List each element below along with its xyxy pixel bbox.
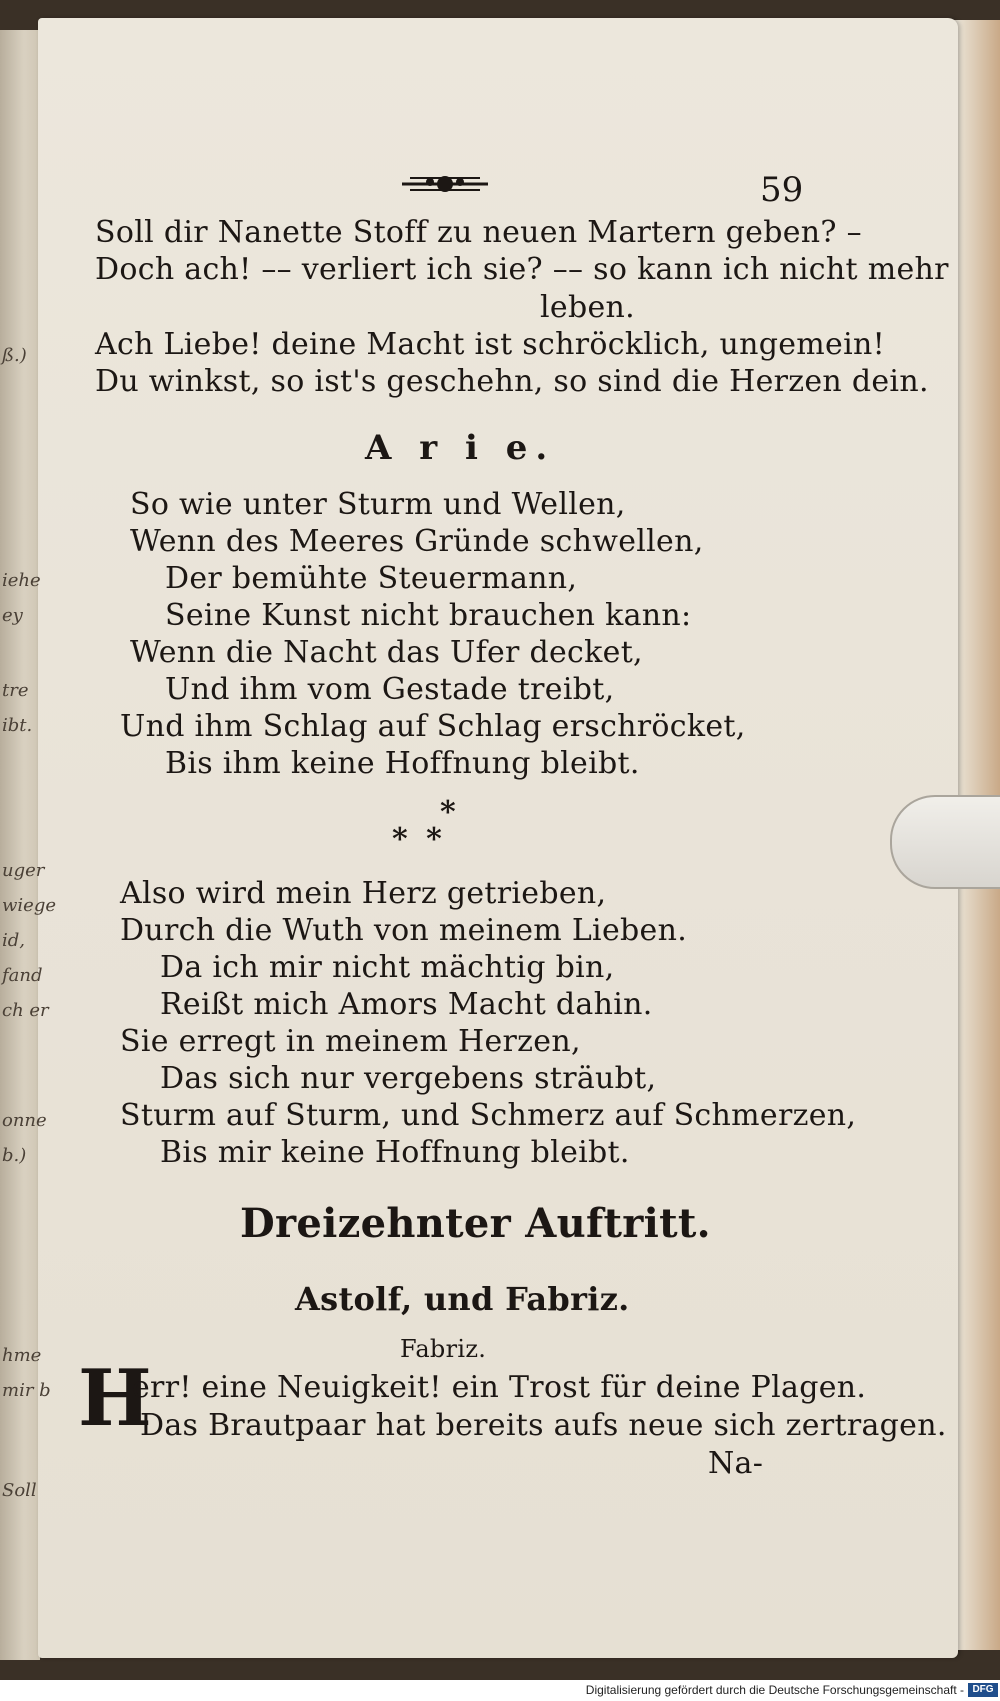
left-fragment: id, xyxy=(2,930,26,951)
aria-line: Das sich nur vergebens sträubt, xyxy=(160,1061,657,1096)
verse-line: leben. xyxy=(540,290,635,325)
digitization-footer xyxy=(0,1680,1000,1701)
left-fragment: b.) xyxy=(2,1145,27,1166)
aria-line: Da ich mir nicht mächtig bin, xyxy=(160,950,615,985)
verse-line: Du winkst, so ist's geschehn, so sind die Herzen dein. xyxy=(95,364,929,399)
aria-line: Sturm auf Sturm, und Schmerz auf Schmerzen, xyxy=(120,1098,857,1133)
aria-heading: A r i e. xyxy=(365,428,556,468)
verse-line: Doch ach! –– verliert ich sie? –– so kann ich nicht mehr xyxy=(95,252,949,287)
left-fragment: onne xyxy=(2,1110,47,1131)
speech-line: Das Brautpaar hat bereits aufs neue sich zertragen. xyxy=(140,1408,947,1443)
left-fragment: wiege xyxy=(2,895,56,916)
left-fragment: ch er xyxy=(2,1000,49,1021)
verse-line: Soll dir Nanette Stoff zu neuen Martern geben? – xyxy=(95,215,862,250)
left-fragment: mir b xyxy=(2,1380,51,1401)
left-fragment: uger xyxy=(2,860,45,881)
left-fragment: fand xyxy=(2,965,43,986)
aria-line: Und ihm Schlag auf Schlag erschröcket, xyxy=(120,709,746,744)
section-stars: * * xyxy=(392,822,446,857)
aria-line: Sie erregt in meinem Herzen, xyxy=(120,1024,581,1059)
aria-line: So wie unter Sturm und Wellen, xyxy=(130,487,626,522)
aria-line: Seine Kunst nicht brauchen kann: xyxy=(165,598,692,633)
aria-line: Reißt mich Amors Macht dahin. xyxy=(160,987,653,1022)
verse-line: Ach Liebe! deine Macht ist schröcklich, ungemein! xyxy=(95,327,885,362)
aria-line: Bis mir keine Hoffnung bleibt. xyxy=(160,1135,630,1170)
left-fragment: iehe xyxy=(2,570,41,591)
page-number: 59 xyxy=(760,170,804,210)
aria-line: Wenn des Meeres Gründe schwellen, xyxy=(130,524,704,559)
dfg-logo: DFG xyxy=(968,1683,998,1697)
scene-title: Dreizehnter Auftritt. xyxy=(240,1200,711,1247)
aria-line: Der bemühte Steuermann, xyxy=(165,561,578,596)
aria-line: Durch die Wuth von meinem Lieben. xyxy=(120,913,688,948)
printer-ornament xyxy=(400,170,490,198)
speaker-name: Fabriz. xyxy=(400,1335,487,1363)
left-fragment: tre xyxy=(2,680,29,701)
left-fragment: hme xyxy=(2,1345,42,1366)
left-fragment: ibt. xyxy=(2,715,33,736)
aria-line: Und ihm vom Gestade treibt, xyxy=(165,672,615,707)
section-star: * xyxy=(440,795,456,830)
drop-capital: H xyxy=(78,1353,152,1444)
aria-line: Bis ihm keine Hoffnung bleibt. xyxy=(165,746,640,781)
speech-line: err! eine Neuigkeit! ein Trost für deine Plagen. xyxy=(132,1370,867,1405)
scene-persons: Astolf, und Fabriz. xyxy=(295,1280,630,1318)
catchword: Na- xyxy=(708,1446,764,1481)
left-fragment: ey xyxy=(2,605,23,626)
footer-credit: Digitalisierung gefördert durch die Deutsche Forschungsgemeinschaft - xyxy=(585,1683,964,1697)
left-fragment: ß.) xyxy=(2,345,27,366)
aria-line: Wenn die Nacht das Ufer decket, xyxy=(130,635,643,670)
aria-line: Also wird mein Herz getrieben, xyxy=(120,876,607,911)
left-fragment: Soll xyxy=(2,1480,37,1501)
